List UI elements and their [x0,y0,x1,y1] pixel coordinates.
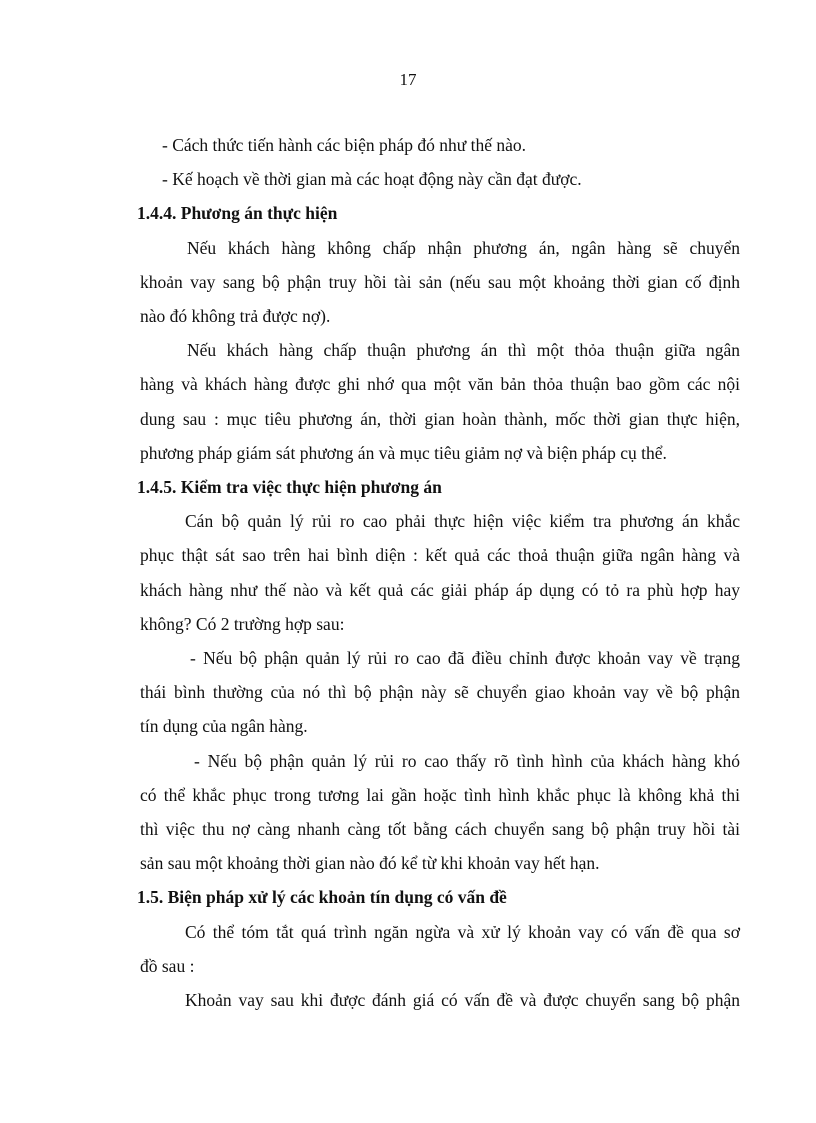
paragraph-line: Nếu khách hàng không chấp nhận phương án, ngân hàng sẽ chuyển [187,237,740,258]
paragraph-line: hàng và khách hàng được ghi nhớ qua một văn bản thỏa thuận bao gồm các nội [140,374,740,395]
paragraph-line: không? Có 2 trường hợp sau: [140,613,345,634]
paragraph-line: Cán bộ quản lý rủi ro cao phải thực hiện việc kiểm tra phương án khắc [185,511,740,532]
paragraph-line: Nếu khách hàng chấp thuận phương án thì một thỏa thuận giữa ngân [187,340,740,361]
section-heading: 1.4.5. Kiểm tra việc thực hiện phương án [137,477,442,498]
paragraph-line: thái bình thường của nó thì bộ phận này sẽ chuyển giao khoản vay về bộ phận [140,682,740,703]
document-body [137,128,740,1017]
paragraph-line: phục thật sát sao trên hai bình diện : kết quả các thoả thuận giữa ngân hàng và [140,545,740,566]
paragraph-line: tín dụng của ngân hàng. [140,716,308,737]
paragraph-line: khách hàng như thế nào và kết quả các giải pháp áp dụng có tỏ ra phù hợp hay [140,579,740,600]
bullet-line: - Nếu bộ phận quản lý rủi ro cao đã điều chỉnh được khoản vay về trạng [190,648,740,669]
section-heading: 1.5. Biện pháp xử lý các khoản tín dụng có vấn đề [137,887,507,908]
bullet-line: - Cách thức tiến hành các biện pháp đó như thế nào. [162,135,526,155]
paragraph-line: khoản vay sang bộ phận truy hồi tài sản (nếu sau một khoảng thời gian cố định [140,271,740,292]
paragraph-line: thì việc thu nợ càng nhanh càng tốt bằng cách chuyển sang bộ phận truy hồi tài [140,819,740,840]
paragraph-line: dung sau : mục tiêu phương án, thời gian hoàn thành, mốc thời gian thực hiện, [140,408,740,429]
paragraph-line: Có thể tóm tắt quá trình ngăn ngừa và xử lý khoản vay có vấn đề qua sơ [185,921,740,942]
section-heading: 1.4.4. Phương án thực hiện [137,203,338,224]
paragraph-line: Khoản vay sau khi được đánh giá có vấn đề và được chuyển sang bộ phận [185,990,740,1011]
bullet-line: - Kế hoạch về thời gian mà các hoạt động này cần đạt được. [162,169,582,190]
paragraph-line: nào đó không trả được nợ). [140,306,331,327]
bullet-line: - Nếu bộ phận quản lý rủi ro cao thấy rõ tình hình của khách hàng khó [194,750,740,771]
paragraph-line: đồ sau : [140,955,195,976]
paragraph-line: có thể khắc phục trong tương lai gần hoặc tình hình khắc phục là không khả thi [140,784,740,805]
paragraph-line: phương pháp giám sát phương án và mục tiêu giảm nợ và biện pháp cụ thể. [140,442,667,463]
paragraph-line: sản sau một khoảng thời gian nào đó kể từ khi khoản vay hết hạn. [140,853,600,874]
page-number: 17 [399,70,417,89]
